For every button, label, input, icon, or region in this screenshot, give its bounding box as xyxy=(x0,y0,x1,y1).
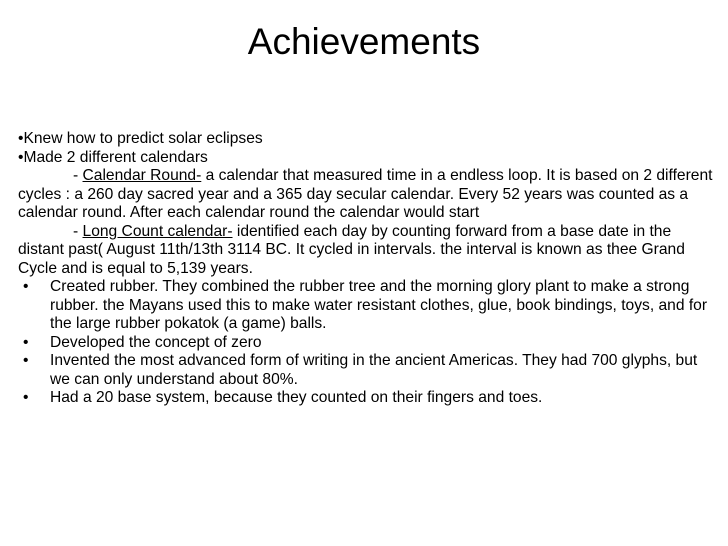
line-solar-eclipses: •Knew how to predict solar eclipses xyxy=(18,130,263,147)
bullet-icon: • xyxy=(23,352,29,369)
calendar-round-paragraph xyxy=(18,167,718,223)
slide-body xyxy=(18,130,718,408)
long-count-term: Long Count calendar- xyxy=(82,222,233,240)
bullet-icon: • xyxy=(23,278,29,295)
slide-title: Achievements xyxy=(247,21,481,62)
calendar-round-prefix: - xyxy=(73,167,83,184)
list-item xyxy=(18,389,718,408)
list-item-text: Had a 20 base system, because they counted on their fingers and toes. xyxy=(50,389,543,406)
long-count-prefix: - xyxy=(73,222,83,240)
long-count-paragraph xyxy=(18,223,718,279)
calendar-round-term: Calendar Round- xyxy=(82,167,202,184)
calendar-round-text: a calendar that measured time in a endless loop. It is based on 2 different cycles : a 260 day sacred year and a 365 day secular calendar. Every 52 years was counted as a calendar round. After each calendar round the calendar would start xyxy=(18,167,713,221)
line-two-calendars: •Made 2 different calendars xyxy=(18,148,208,166)
list-item xyxy=(18,334,718,353)
list-item-text: Created rubber. They combined the rubber tree and the morning glory plant to make a strong rubber. the Mayans used this to make water resistant clothes, glue, book bindings, toys, and for the large rubber pokatok (a game) balls. xyxy=(50,278,708,332)
list-item-text: Invented the most advanced form of writing in the ancient Americas. They had 700 glyphs, but we can only understand about 80%. xyxy=(50,352,698,388)
list-item-text: Developed the concept of zero xyxy=(50,333,262,351)
long-count-text: identified each day by counting forward from a base date in the distant past( August 11th/13th 3114 BC. It cycled in intervals. the interval is known as thee Grand Cycle and is equal to 5,139 years. xyxy=(18,222,685,277)
bullet-icon: • xyxy=(23,389,29,406)
bullet-icon: • xyxy=(23,333,29,351)
list-item xyxy=(18,278,718,334)
list-item xyxy=(18,352,718,389)
achievements-list xyxy=(18,278,718,408)
